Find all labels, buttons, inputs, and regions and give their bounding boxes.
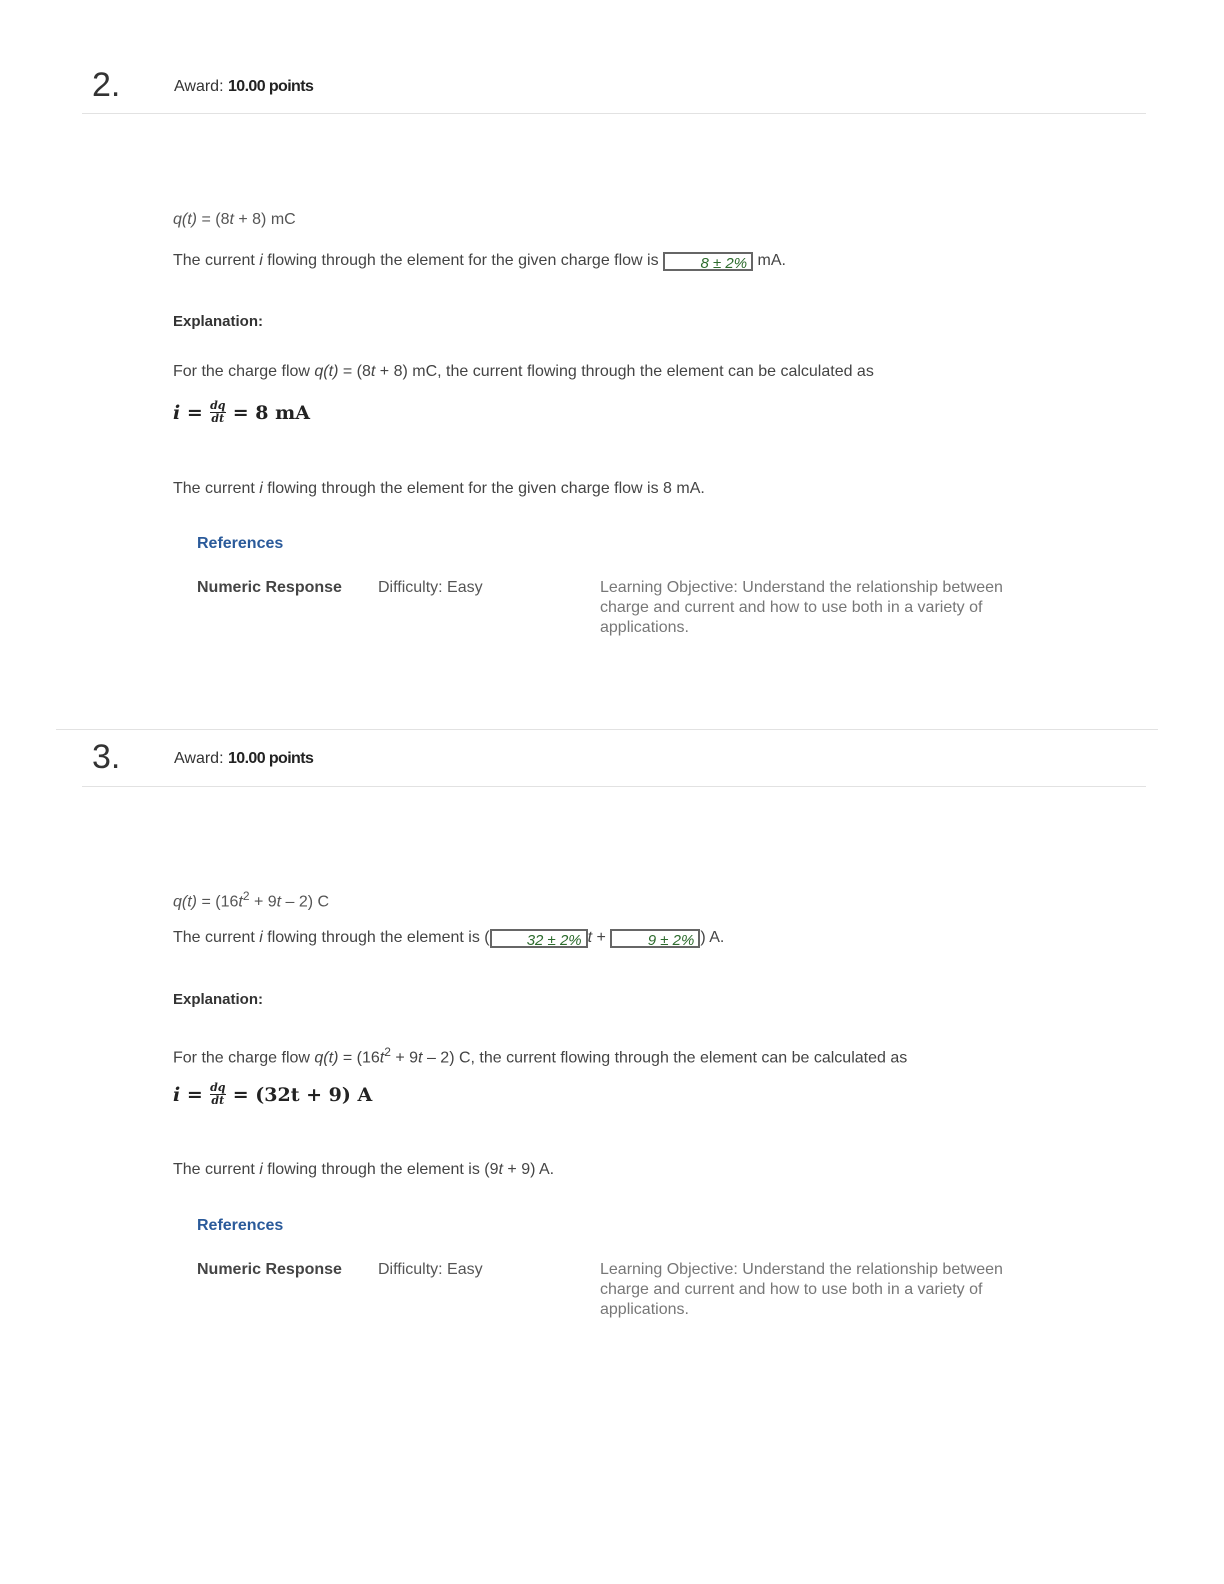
concl-part: flowing through the element for the given charge flow is 8 mA.: [262, 480, 705, 497]
eq-lhs: i =: [173, 1083, 203, 1106]
explanation-text: [173, 363, 874, 381]
i-symbol: i: [259, 480, 263, 497]
i-symbol: i: [259, 1161, 263, 1178]
question-text: [173, 252, 786, 271]
references-label[interactable]: References: [197, 535, 284, 552]
difficulty: Difficulty: Easy: [378, 579, 483, 596]
unit-label: ) A.: [700, 929, 725, 946]
conclusion-text: [173, 480, 705, 498]
equation: [173, 400, 310, 425]
t-symbol: t: [276, 893, 282, 911]
difficulty: Difficulty: Easy: [378, 1261, 483, 1278]
t-symbol: t: [587, 929, 593, 946]
t-symbol: t: [370, 363, 376, 380]
question-part: The current: [173, 929, 260, 946]
question-number: 3.: [92, 738, 121, 776]
q-symbol: q(t): [173, 211, 197, 228]
answer-field[interactable]: 8 ± 2%: [663, 252, 753, 271]
eq-num: dq: [210, 1081, 226, 1094]
t-symbol: t: [229, 211, 234, 228]
eq-num: dq: [210, 399, 226, 412]
exponent: 2: [384, 1045, 391, 1059]
eq-den: dt: [211, 1094, 225, 1107]
explanation-heading: Explanation:: [173, 991, 264, 1008]
response-type: Numeric Response: [197, 579, 342, 596]
expl-part: + 9: [390, 1049, 419, 1067]
i-symbol: i: [259, 252, 263, 269]
t-symbol: t: [418, 1049, 423, 1067]
award-label: [174, 750, 313, 768]
award-points: 10.00 points: [227, 750, 314, 767]
award-points: 10.00 points: [227, 78, 314, 95]
given-part: = (8: [197, 211, 230, 228]
explanation-heading: Explanation:: [173, 313, 264, 330]
eq-rhs: = 8 mA: [232, 401, 310, 424]
eq-rhs: = (32t + 9) A: [232, 1083, 373, 1106]
q-symbol: q(t): [173, 893, 197, 911]
expl-part: For the charge flow: [173, 1049, 315, 1067]
concl-part: The current: [173, 1161, 260, 1178]
question-text: [173, 929, 724, 948]
award-label: [174, 78, 313, 96]
concl-part: flowing through the element is (9: [262, 1161, 499, 1178]
answer-field-constant[interactable]: 9 ± 2%: [610, 929, 700, 948]
explanation-text: [173, 1045, 907, 1067]
answer-field-coefficient[interactable]: 32 ± 2%: [490, 929, 588, 948]
expl-part: + 8) mC, the current flowing through the element can be calculated as: [375, 363, 874, 380]
learning-objective: Learning Objective: Understand the relationship between charge and current and how to use both in a variety of applications.: [600, 579, 1003, 636]
response-type: Numeric Response: [197, 1261, 342, 1278]
eq-den: dt: [211, 412, 225, 425]
given-charge: [173, 889, 329, 911]
t-symbol: t: [379, 1049, 385, 1067]
plus-sign: +: [592, 929, 611, 946]
equation: [173, 1082, 372, 1107]
q-symbol: q(t): [314, 1049, 339, 1067]
eq-fraction: [210, 1082, 226, 1107]
learning-objective: Learning Objective: Understand the relationship between charge and current and how to use both in a variety of applications.: [600, 1261, 1003, 1318]
question-part: flowing through the element is (: [262, 929, 490, 946]
header-divider: [82, 113, 1146, 114]
header-divider: [82, 786, 1146, 787]
given-charge: [173, 211, 296, 229]
conclusion-text: [173, 1161, 554, 1179]
expl-part: = (16: [338, 1049, 380, 1067]
i-symbol: i: [259, 929, 263, 946]
expl-part: = (8: [338, 363, 371, 380]
t-symbol: t: [238, 893, 243, 911]
expl-part: – 2) C, the current flowing through the element can be calculated as: [422, 1049, 908, 1067]
eq-lhs: i =: [173, 401, 203, 424]
question-part: The current: [173, 252, 260, 269]
concl-part: + 9) A.: [502, 1161, 555, 1178]
award-text: Award:: [174, 750, 224, 767]
question-number: 2.: [92, 66, 121, 104]
question-divider: [56, 729, 1158, 730]
expl-part: For the charge flow: [173, 363, 315, 380]
q-symbol: q(t): [314, 363, 339, 380]
question-part: flowing through the element for the given charge flow is: [262, 252, 659, 269]
award-text: Award:: [174, 78, 224, 95]
eq-fraction: [210, 400, 226, 425]
concl-part: The current: [173, 480, 260, 497]
references-label[interactable]: References: [197, 1217, 284, 1234]
unit-label: mA.: [757, 252, 786, 269]
given-part: + 9: [249, 893, 277, 911]
given-part: = (16: [197, 893, 239, 911]
exponent: 2: [242, 889, 250, 903]
t-symbol: t: [498, 1161, 503, 1178]
given-part: – 2) C: [281, 893, 330, 911]
given-part: + 8) mC: [233, 211, 296, 228]
